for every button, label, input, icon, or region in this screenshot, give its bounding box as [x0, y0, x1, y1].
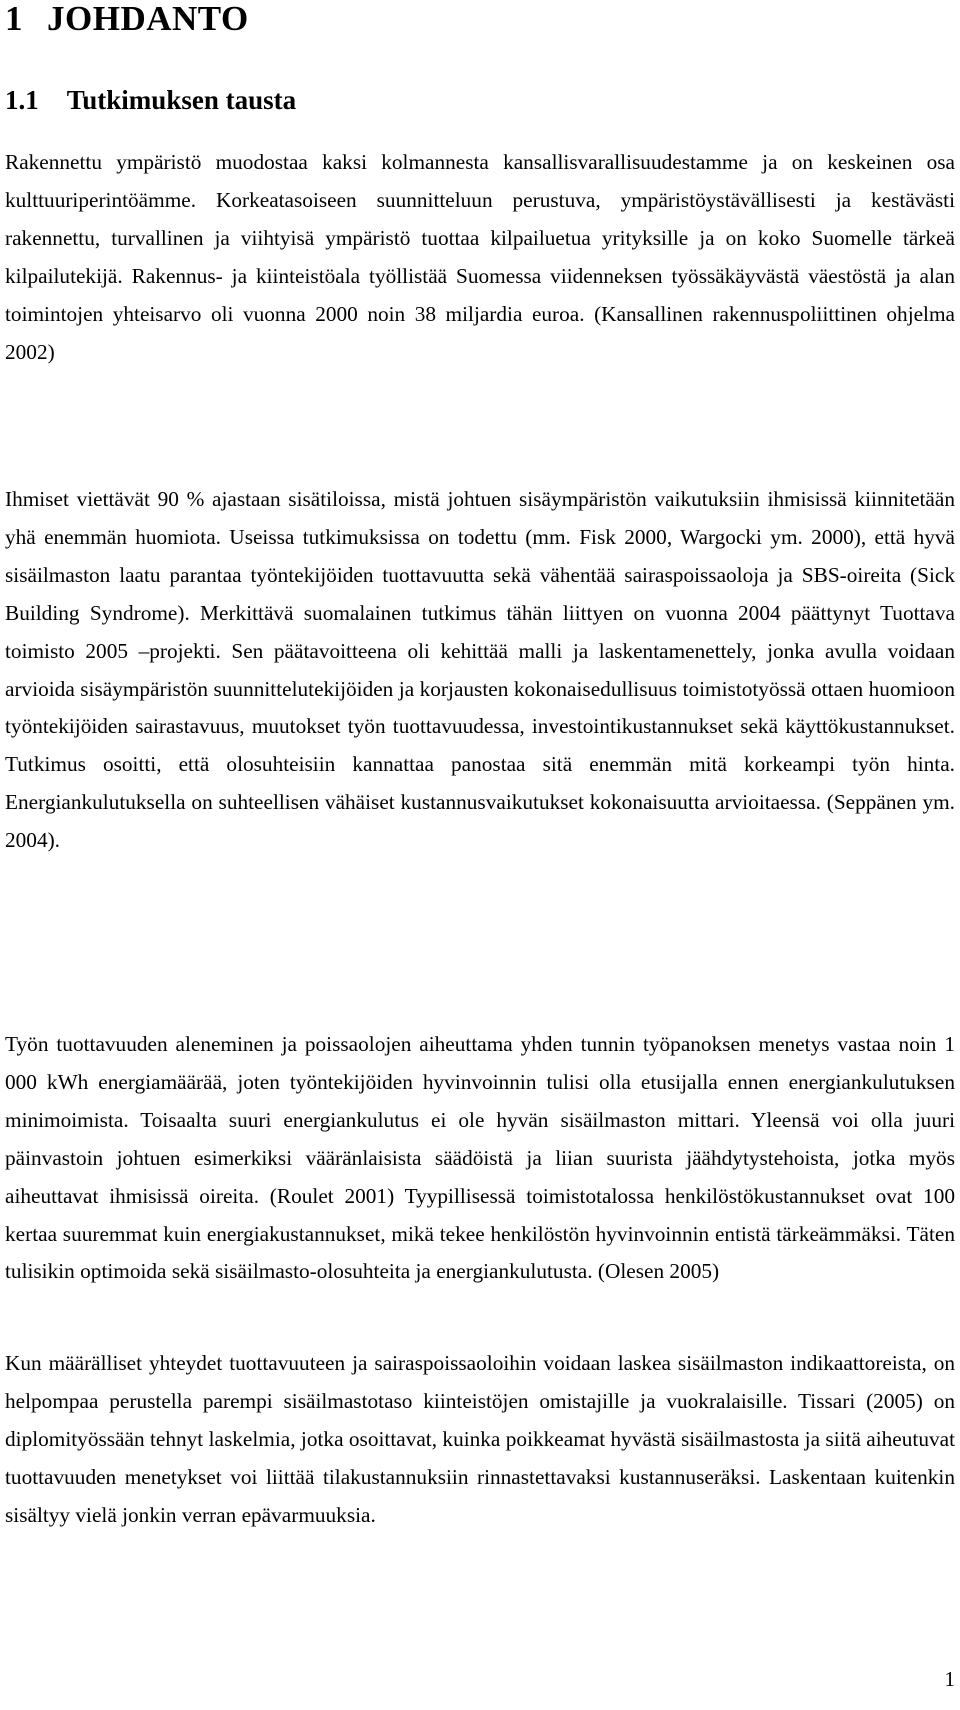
chapter-number: 1 — [5, 0, 23, 38]
section-title — [5, 84, 296, 116]
page-number: 1 — [944, 1667, 955, 1691]
section-number: 1.1 — [5, 85, 39, 115]
paragraph-3: Työn tuottavuuden aleneminen ja poissaolojen aiheuttama yhden tunnin työpanoksen menetys vastaa noin 1 000 kWh energiamäärää, joten työntekijöiden hyvinvoinnin tulisi olla etusijalla ennen energiankulutuksen minimoimista. Toisaalta suuri energiankulutus ei ole hyvän sisäilmaston mittari. Yleensä voi olla juuri päinvastoin johtuen esimerkiksi vääränlaisista säädöistä ja liian suurista jäähdytystehoista, jotka myös aiheuttavat ihmisissä oireita. (Roulet 2001) Tyypillisessä toimistotalossa henkilöstökustannukset ovat 100 kertaa suuremmat kuin energiakustannukset, mikä tekee henkilöstön hyvinvoinnin entistä tärkeämmäksi. Täten tulisikin optimoida sekä sisäilmasto-olosuhteita ja energiankulutusta. (Olesen 2005) — [5, 1032, 955, 1284]
paragraph-1: Rakennettu ympäristö muodostaa kaksi kolmannesta kansallisvarallisuudestamme ja on keskeinen osa kulttuuriperintöämme. Korkeatasoiseen suunnitteluun perustuva, ympäristöystävällisesti ja kestävästi rakennettu, turvallinen ja viihtyisä ympäristö tuottaa kilpailuetua yrityksille ja on koko Suomelle tärkeä kilpailutekijä. Rakennus- ja kiinteistöala työllistää Suomessa viidenneksen työssäkäyvästä väestöstä ja alan toimintojen yhteisarvo oli vuonna 2000 noin 38 miljardia euroa. (Kansallinen rakennuspoliittinen ohjelma 2002) — [5, 150, 955, 364]
chapter-title — [5, 0, 249, 38]
chapter-title-text: JOHDANTO — [47, 0, 249, 38]
document-page — [5, 0, 955, 1710]
section-title-text: Tutkimuksen tausta — [66, 85, 297, 115]
paragraph-2: Ihmiset viettävät 90 % ajastaan sisätiloissa, mistä johtuen sisäympäristön vaikutuksiin ihmisissä kiinnitetään yhä enemmän huomiota. Useissa tutkimuksissa on todettu (mm. Fisk 2000, Wargocki ym. 2000), että hyvä sisäilmaston laatu parantaa työntekijöiden tuottavuutta sekä vähentää sairaspoissaoloja ja SBS-oireita (Sick Building Syndrome). Merkittävä suomalainen tutkimus tähän liittyen on vuonna 2004 päättynyt Tuottava toimisto 2005 –projekti. Sen päätavoitteena oli kehittää malli ja laskentamenettely, jonka avulla voidaan arvioida sisäympäristön suunnittelutekijöiden ja korjausten kokonaisedullisuus toimistotyössä ottaen huomioon työntekijöiden sairastavuus, muutokset työn tuottavuudessa, investointikustannukset sekä käyttökustannukset. Tutkimus osoitti, että olosuhteisiin kannattaa panostaa sitä enemmän mitä korkeampi työn hinta. Energiankulutuksella on suhteellisen vähäiset kustannusvaikutukset kokonaisuutta arvioitaessa. (Seppänen ym. 2004). — [5, 487, 955, 853]
paragraph-4: Kun määrälliset yhteydet tuottavuuteen ja sairaspoissaoloihin voidaan laskea sisäilmaston indikaattoreista, on helpompaa perustella parempi sisäilmastotaso kiinteistöjen omistajille ja vuokralaisille. Tissari (2005) on diplomityössään tehnyt laskelmia, jotka osoittavat, kuinka poikkeamat hyvästä sisäilmastosta ja siitä aiheutuvat tuottavuuden menetykset voi liittää tilakustannuksiin rinnastettavaksi kustannuseräksi. Laskentaan kuitenkin sisältyy vielä jonkin verran epävarmuuksia. — [5, 1351, 955, 1527]
